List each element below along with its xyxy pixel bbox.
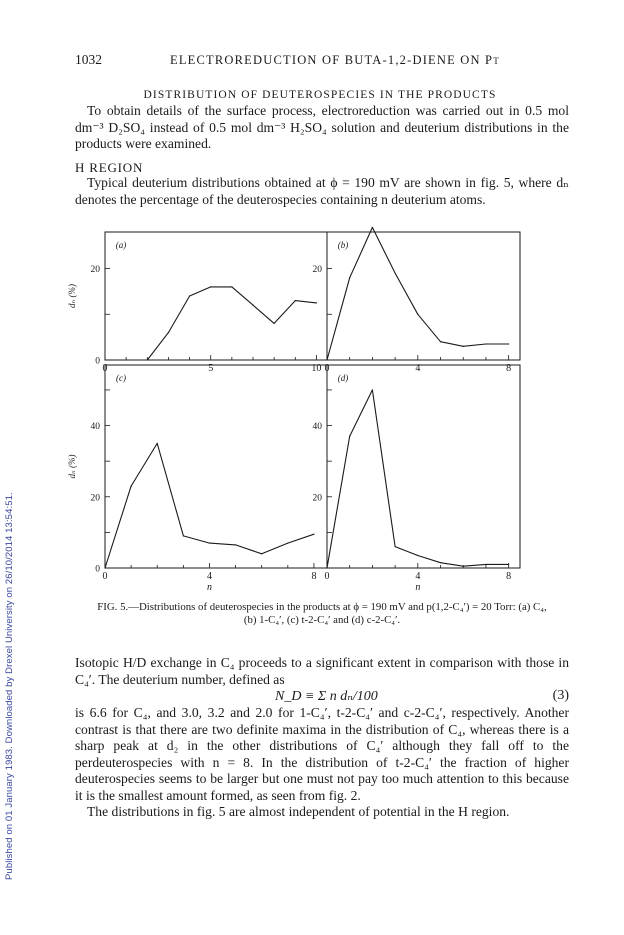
panel-d-point-0	[326, 567, 327, 568]
figure-5-plots	[67, 230, 545, 600]
subsection-heading: H REGION	[75, 160, 144, 175]
panel-d-xtick-label-4: 4	[415, 571, 421, 582]
panel-c-point-3	[183, 535, 184, 536]
panel-a-point-2	[147, 359, 148, 360]
paragraph-3-text: Isotopic H/D exchange in C₄ proceeds to a significant extent in comparison with those in C₄′. The deuterium number, defined as	[75, 655, 569, 687]
panel-a-point-4	[189, 295, 190, 296]
panel-b-ytick-label-20: 20	[312, 265, 322, 276]
section-heading: DISTRIBUTION OF DEUTEROSPECIES IN THE PRODUCTS	[143, 89, 497, 101]
panel-a-point-7	[252, 305, 253, 306]
panel-c-point-5	[235, 544, 236, 545]
panel-d-point-7	[485, 564, 486, 565]
panel-d-frame	[324, 363, 520, 568]
paragraph-5	[75, 804, 569, 821]
paragraph-4	[75, 705, 569, 804]
panel-c-series-line	[105, 443, 314, 568]
equation-body: N_D ≡ Σ n dₙ/100	[275, 689, 378, 704]
panel-c-ylabel: dₙ (%)	[67, 454, 77, 479]
panel-b-xtick-label-4: 4	[415, 363, 421, 374]
panel-d-point-4	[417, 555, 418, 556]
panel-c-xtick-label-8: 8	[311, 571, 317, 582]
panel-d-ytick-label-40: 40	[312, 422, 322, 433]
panel-d-series-line	[327, 390, 509, 568]
caption-line-2: (b) 1-C₄′, (c) t-2-C₄′ and (d) c-2-C₄′.	[243, 614, 401, 626]
panel-c-xlabel: n	[206, 582, 212, 593]
panel-c-ytick-label-0: 0	[95, 564, 100, 575]
panel-b-point-8	[508, 343, 509, 344]
panel-a-frame	[105, 232, 327, 360]
panel-a-ytick-label-0: 0	[95, 356, 100, 367]
panel-a-point-9	[295, 300, 296, 301]
panel-b-xtick-label-0: 0	[324, 363, 330, 374]
panel-d-xtick-label-8: 8	[506, 571, 512, 582]
panel-a-ylabel: dₙ (%)	[67, 284, 77, 308]
paragraph-2	[75, 175, 569, 208]
panel-b-point-3	[395, 273, 396, 274]
paragraph-2-text: Typical deuterium distributions obtained at ϕ = 190 mV are shown in fig. 5, where dₙ denotes the percentage of the deuterospecies containing n deuterium atoms.	[75, 175, 569, 207]
panel-c-xtick-label-4: 4	[206, 571, 212, 582]
panel-d-point-6	[463, 566, 464, 567]
panel-b-frame	[327, 232, 520, 360]
panel-c-point-0	[104, 567, 105, 568]
panel-b-xtick-label-8: 8	[506, 363, 512, 374]
panel-d-point-2	[372, 389, 373, 390]
panel-b-series-line	[327, 227, 509, 360]
panel-a-ytick-label-20: 20	[90, 265, 100, 276]
panel-b-point-7	[485, 343, 486, 344]
page-number: 1032	[75, 52, 102, 67]
panel-a-label: (a)	[115, 240, 127, 250]
panel-d-ytick-label-20: 20	[312, 493, 322, 504]
panel-d-point-3	[395, 546, 396, 547]
figure-caption	[75, 601, 569, 627]
paragraph-5-text: The distributions in fig. 5 are almost independent of potential in the H region.	[87, 804, 510, 819]
panel-a-point-8	[274, 323, 275, 324]
panel-c-point-4	[209, 542, 210, 543]
panel-c-point-8	[313, 534, 314, 535]
panel-c-ytick-label-20: 20	[90, 493, 100, 504]
paragraph-1	[75, 103, 569, 153]
panel-a-point-5	[210, 286, 211, 287]
panel-a-point-3	[168, 332, 169, 333]
panel-d-point-8	[508, 564, 509, 565]
panel-b-point-0	[326, 359, 327, 360]
panel-c-label: (c)	[116, 373, 126, 383]
equation-number: (3)	[552, 688, 569, 703]
equation-3	[75, 688, 569, 706]
download-watermark: Published on 01 January 1983. Downloaded by Drexel University on 26/10/2014 13:54:51.	[4, 492, 15, 880]
panel-a-point-1	[126, 359, 127, 360]
panel-b-point-2	[372, 227, 373, 228]
panel-a-xtick-label-10: 10	[311, 363, 322, 374]
running-title: ELECTROREDUCTION OF BUTA-1,2-DIENE ON Pt	[170, 53, 500, 67]
panel-c-point-2	[157, 443, 158, 444]
figure-5	[67, 230, 545, 600]
panel-b-point-6	[463, 346, 464, 347]
caption-line-1: FIG. 5.—Distributions of deuterospecies in the products at ϕ = 190 mV and p(1,2-C₄′) = 20 Torr: (a) C₄,	[97, 601, 547, 613]
panel-a-point-6	[231, 286, 232, 287]
panel-c-point-7	[287, 542, 288, 543]
panel-d-label: (d)	[337, 373, 349, 383]
panel-b-label: (b)	[337, 240, 349, 250]
panel-d-point-1	[349, 436, 350, 437]
panel-a-point-10	[316, 302, 317, 303]
panel-c-xtick-label-0: 0	[102, 571, 108, 582]
panel-c-frame	[102, 363, 327, 568]
paragraph-1-text: To obtain details of the surface process, electroreduction was carried out in 0.5 mol dm⁻³ D₂SO₄ instead of 0.5 mol dm⁻³ H₂SO₄ solution and deuterium distributions in the products were examined.	[75, 103, 569, 151]
panel-c-point-6	[261, 553, 262, 554]
panel-a-xtick-label-0: 0	[102, 363, 108, 374]
panel-b-point-5	[440, 341, 441, 342]
paragraph-4-text: is 6.6 for C₄, and 3.0, 3.2 and 2.0 for 1-C₄′, t-2-C₄′ and c-2-C₄′, respectively. Another contrast is that there are two definite maxima in the distribution of C₄, whereas there is a sharp peak at d₂ in the other distributions of C₄′ although they fall off to the perdeuterospecies with n = 8. In the distribution of t-2-C₄′ the fraction of higher deuterospecies seems to be larger but one must not pay too much attention to this because it is the smallest amount formed, as seen from fig. 2.	[75, 705, 569, 803]
paragraph-3	[75, 655, 569, 688]
panel-a-point-0	[104, 359, 105, 360]
panel-b-point-4	[417, 314, 418, 315]
panel-a-series-line	[105, 287, 316, 360]
panel-b-point-1	[349, 277, 350, 278]
panel-d-xtick-label-0: 0	[324, 571, 330, 582]
panel-d-point-5	[440, 562, 441, 563]
panel-c-point-1	[131, 485, 132, 486]
panel-a-xtick-label-5: 5	[208, 363, 214, 374]
panel-c-ytick-label-40: 40	[90, 422, 100, 433]
panel-d-xlabel: n	[415, 582, 421, 593]
